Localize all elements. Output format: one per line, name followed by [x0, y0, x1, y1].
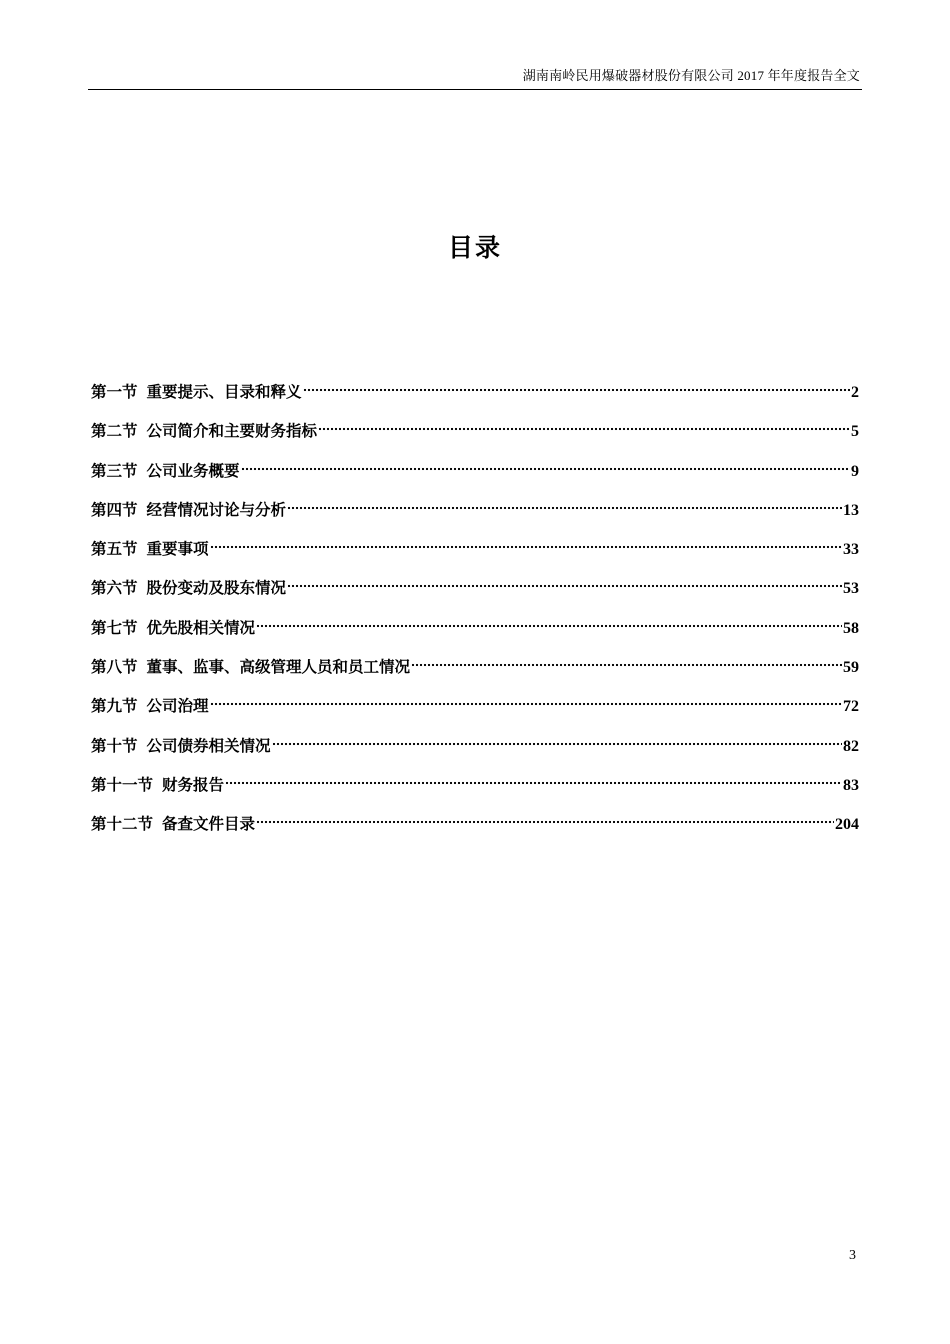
toc-section-label: 第一节 — [91, 383, 138, 401]
toc-section-label: 第十二节 — [91, 815, 154, 834]
toc-dot-leader — [318, 426, 850, 432]
toc-section-label: 第九节 — [91, 697, 138, 716]
toc-page-number: 33 — [843, 541, 859, 559]
toc-entry[interactable] — [91, 734, 859, 773]
toc-page-number: 204 — [835, 816, 859, 834]
toc-heading: 重要事项 — [146, 540, 209, 559]
toc-dot-leader — [287, 583, 842, 589]
toc-heading: 重要提示、目录和释义 — [146, 383, 302, 401]
toc-dot-leader — [272, 741, 842, 747]
toc-page-number: 59 — [843, 659, 859, 677]
toc-section-label: 第二节 — [91, 422, 138, 441]
toc-heading: 经营情况讨论与分析 — [146, 500, 287, 519]
toc-dot-leader — [225, 780, 842, 786]
toc-page-number: 72 — [843, 698, 859, 716]
toc-entry[interactable] — [91, 459, 859, 498]
toc-entry[interactable] — [91, 616, 859, 655]
header-title: 湖南南岭民用爆破器材股份有限公司 2017 年年度报告全文 — [522, 68, 860, 83]
toc-heading: 公司业务概要 — [146, 461, 240, 480]
toc-section-label: 第四节 — [91, 500, 138, 519]
toc-entry[interactable] — [91, 419, 859, 458]
toc-section-label: 第八节 — [91, 658, 138, 677]
toc-page-number: 5 — [851, 423, 859, 441]
toc-title: 目录 — [447, 233, 502, 262]
toc-entry[interactable] — [91, 694, 859, 733]
toc-heading: 公司简介和主要财务指标 — [146, 422, 318, 441]
toc-heading: 股份变动及股东情况 — [146, 579, 287, 598]
toc-page-number: 83 — [843, 776, 859, 794]
toc-dot-leader — [210, 701, 842, 707]
toc-section-label: 第十节 — [91, 736, 138, 755]
toc-heading: 优先股相关情况 — [146, 618, 256, 637]
toc-heading: 董事、监事、高级管理人员和员工情况 — [146, 658, 411, 677]
toc-page-number: 58 — [843, 619, 859, 637]
toc-heading: 备查文件目录 — [162, 815, 256, 834]
toc-page-number: 9 — [851, 462, 859, 480]
toc-entry[interactable] — [91, 655, 859, 694]
toc-dot-leader — [256, 623, 842, 629]
toc-page-number: 13 — [843, 501, 859, 519]
toc-section-label: 第七节 — [91, 618, 138, 637]
table-of-contents — [91, 380, 859, 852]
toc-section-label: 第五节 — [91, 540, 138, 559]
toc-page-number: 82 — [843, 737, 859, 755]
toc-heading: 公司债券相关情况 — [146, 736, 271, 755]
toc-entry[interactable] — [91, 380, 859, 419]
toc-section-label: 第六节 — [91, 579, 138, 598]
toc-dot-leader — [241, 466, 850, 472]
page-number: 3 — [849, 1248, 856, 1263]
toc-section-label: 第十一节 — [91, 775, 154, 794]
toc-dot-leader — [411, 662, 842, 668]
toc-entry[interactable] — [91, 773, 859, 812]
toc-page-number: 53 — [843, 580, 859, 598]
toc-dot-leader — [287, 505, 842, 511]
toc-entry[interactable] — [91, 812, 859, 851]
toc-heading: 财务报告 — [162, 775, 225, 794]
toc-entry[interactable] — [91, 576, 859, 615]
toc-entry[interactable] — [91, 537, 859, 576]
toc-heading: 公司治理 — [146, 697, 209, 716]
toc-dot-leader — [210, 544, 842, 550]
toc-section-label: 第三节 — [91, 461, 138, 480]
toc-dot-leader — [256, 819, 834, 825]
toc-dot-leader — [303, 387, 850, 393]
toc-page-number: 2 — [851, 384, 859, 401]
page-header — [88, 62, 862, 90]
toc-entry[interactable] — [91, 498, 859, 537]
